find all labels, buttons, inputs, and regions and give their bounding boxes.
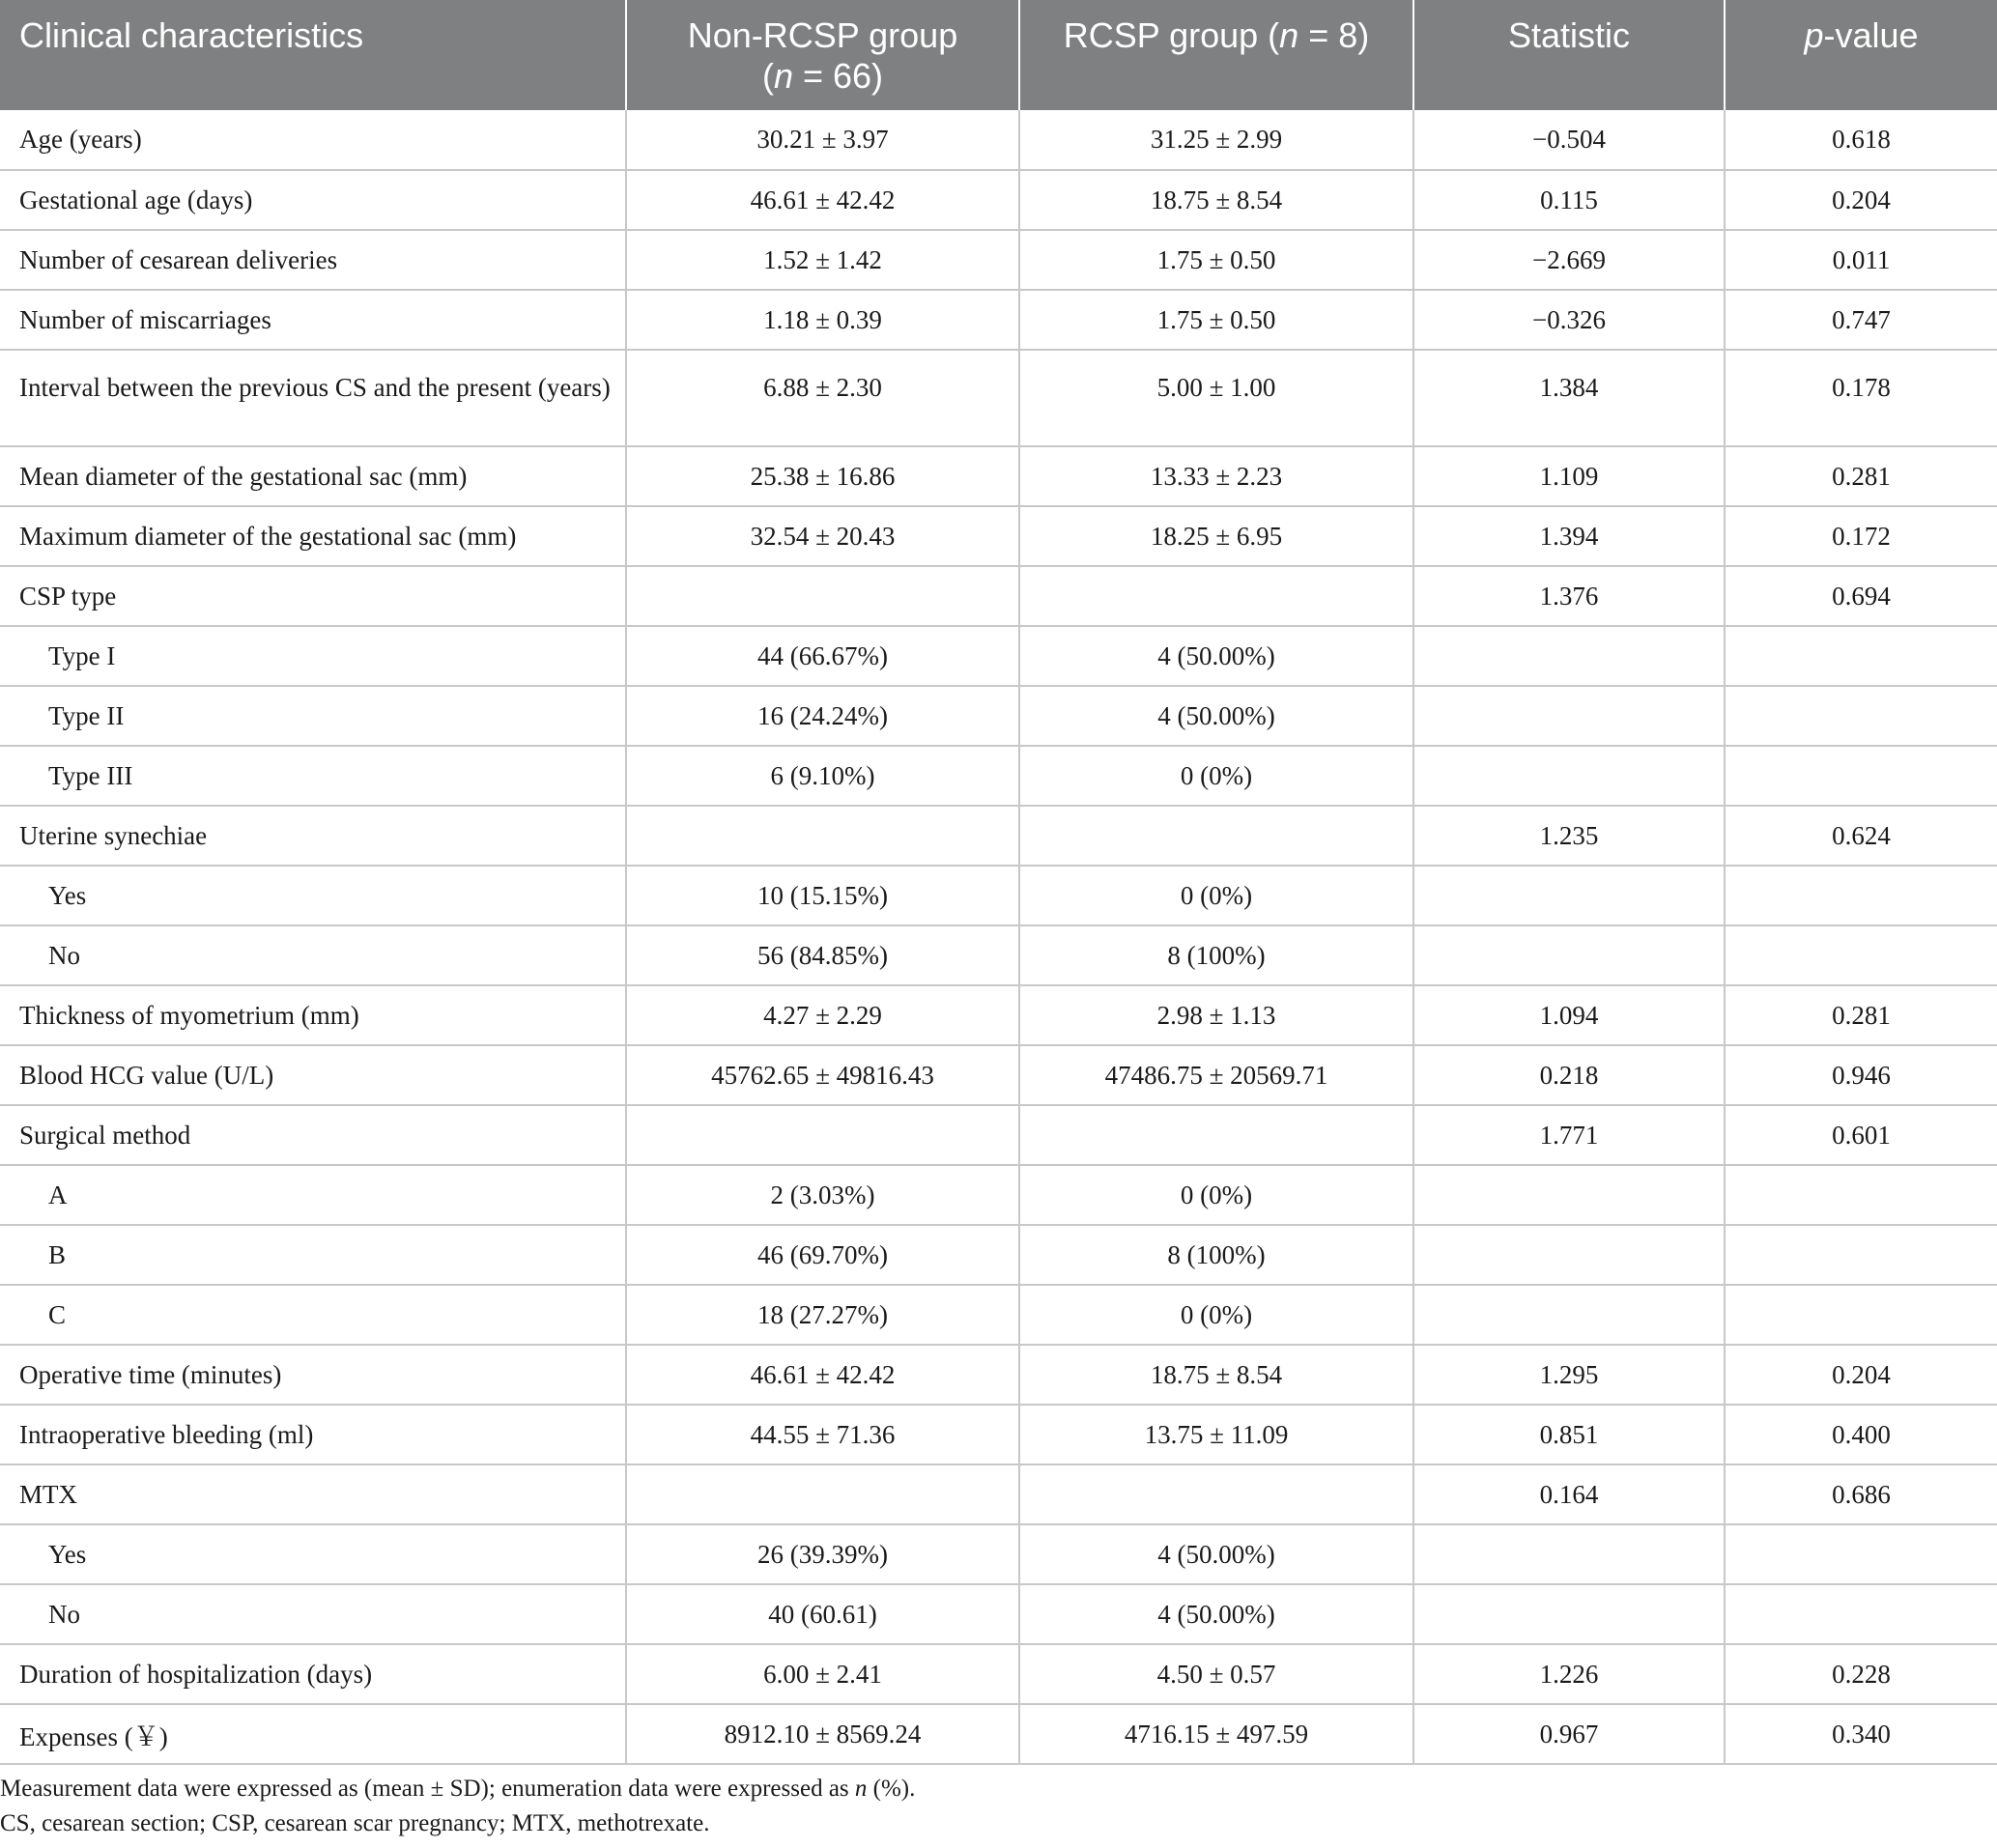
cell-statistic: 1.235 [1413, 806, 1725, 866]
cell-non-rcsp: 32.54 ± 20.43 [626, 506, 1019, 566]
cell-rcsp [1019, 1105, 1413, 1165]
cell-non-rcsp: 1.18 ± 0.39 [626, 290, 1019, 350]
cell-pvalue: 0.694 [1725, 566, 1997, 626]
cell-statistic: −0.326 [1413, 290, 1725, 350]
cell-rcsp [1019, 566, 1413, 626]
cell-statistic [1413, 925, 1725, 985]
cell-non-rcsp: 46 (69.70%) [626, 1225, 1019, 1285]
cell-pvalue [1725, 1165, 1997, 1225]
cell-pvalue [1725, 746, 1997, 806]
cell-rcsp: 1.75 ± 0.50 [1019, 230, 1413, 290]
header-rcsp-pre: RCSP group ( [1063, 15, 1280, 55]
cell-rcsp: 4 (50.00%) [1019, 626, 1413, 686]
cell-rcsp: 31.25 ± 2.99 [1019, 110, 1413, 170]
cell-label: Blood HCG value (U/L) [0, 1045, 626, 1105]
table-body [0, 110, 1997, 1764]
header-rcsp [1019, 0, 1413, 110]
table-row [0, 1464, 1997, 1524]
table-row [0, 506, 1997, 566]
cell-non-rcsp: 44 (66.67%) [626, 626, 1019, 686]
cell-statistic: 1.771 [1413, 1105, 1725, 1165]
table-row [0, 1105, 1997, 1165]
cell-label: Type II [0, 686, 626, 746]
cell-pvalue [1725, 1225, 1997, 1285]
cell-label: Yes [0, 1524, 626, 1584]
cell-pvalue: 0.204 [1725, 1345, 1997, 1405]
table-row [0, 1524, 1997, 1584]
cell-statistic: 1.109 [1413, 446, 1725, 506]
table-row [0, 350, 1997, 446]
header-non-rcsp-open: ( [761, 56, 774, 96]
cell-label: Type III [0, 746, 626, 806]
cell-non-rcsp: 26 (39.39%) [626, 1524, 1019, 1584]
cell-rcsp: 47486.75 ± 20569.71 [1019, 1045, 1413, 1105]
cell-label: Gestational age (days) [0, 170, 626, 230]
cell-non-rcsp: 30.21 ± 3.97 [626, 110, 1019, 170]
cell-label: Maximum diameter of the gestational sac (mm) [0, 506, 626, 566]
cell-pvalue [1725, 686, 1997, 746]
cell-pvalue: 0.172 [1725, 506, 1997, 566]
cell-pvalue: 0.204 [1725, 170, 1997, 230]
table-row [0, 290, 1997, 350]
cell-pvalue [1725, 1584, 1997, 1644]
cell-pvalue: 0.400 [1725, 1405, 1997, 1464]
cell-statistic: 0.218 [1413, 1045, 1725, 1105]
table-row [0, 1045, 1997, 1105]
cell-label: B [0, 1225, 626, 1285]
cell-label: Surgical method [0, 1105, 626, 1165]
cell-statistic: −2.669 [1413, 230, 1725, 290]
cell-statistic: 1.394 [1413, 506, 1725, 566]
cell-rcsp: 0 (0%) [1019, 1285, 1413, 1345]
cell-non-rcsp [626, 566, 1019, 626]
cell-statistic: 0.164 [1413, 1464, 1725, 1524]
cell-non-rcsp: 4.27 ± 2.29 [626, 985, 1019, 1045]
cell-statistic [1413, 1165, 1725, 1225]
cell-label: Expenses (￥) [0, 1704, 626, 1764]
cell-statistic: 1.295 [1413, 1345, 1725, 1405]
table-row [0, 230, 1997, 290]
cell-statistic [1413, 1285, 1725, 1345]
header-non-rcsp-n: n [773, 56, 793, 96]
cell-non-rcsp: 45762.65 ± 49816.43 [626, 1045, 1019, 1105]
cell-label: Duration of hospitalization (days) [0, 1644, 626, 1704]
header-characteristics: Clinical characteristics [0, 0, 626, 110]
cell-pvalue [1725, 626, 1997, 686]
cell-pvalue: 0.747 [1725, 290, 1997, 350]
header-pvalue-p: p [1804, 15, 1824, 55]
cell-pvalue: 0.011 [1725, 230, 1997, 290]
table-row [0, 1225, 1997, 1285]
header-non-rcsp-count: = 66) [792, 56, 884, 96]
cell-statistic [1413, 1584, 1725, 1644]
header-row [0, 0, 1997, 110]
cell-non-rcsp: 6 (9.10%) [626, 746, 1019, 806]
cell-rcsp: 5.00 ± 1.00 [1019, 350, 1413, 446]
cell-label: Yes [0, 866, 626, 925]
footnote-line-1-n: n [854, 1776, 868, 1802]
cell-rcsp: 0 (0%) [1019, 866, 1413, 925]
cell-label: Mean diameter of the gestational sac (mm) [0, 446, 626, 506]
cell-rcsp: 4.50 ± 0.57 [1019, 1644, 1413, 1704]
cell-non-rcsp: 2 (3.03%) [626, 1165, 1019, 1225]
header-non-rcsp [626, 0, 1019, 110]
header-pvalue-rest: -value [1823, 15, 1919, 55]
header-rcsp-n: n [1279, 15, 1299, 55]
cell-label: Interval between the previous CS and the present (years) [0, 350, 626, 446]
cell-rcsp: 2.98 ± 1.13 [1019, 985, 1413, 1045]
table-row [0, 806, 1997, 866]
cell-statistic: 1.226 [1413, 1644, 1725, 1704]
cell-rcsp: 1.75 ± 0.50 [1019, 290, 1413, 350]
cell-pvalue: 0.686 [1725, 1464, 1997, 1524]
cell-non-rcsp: 10 (15.15%) [626, 866, 1019, 925]
cell-label: No [0, 925, 626, 985]
cell-non-rcsp: 16 (24.24%) [626, 686, 1019, 746]
cell-non-rcsp [626, 1105, 1019, 1165]
cell-non-rcsp: 1.52 ± 1.42 [626, 230, 1019, 290]
table-row [0, 1345, 1997, 1405]
footnote-line-1-post: (%). [867, 1776, 916, 1802]
cell-label: Type I [0, 626, 626, 686]
cell-statistic [1413, 686, 1725, 746]
header-pvalue [1725, 0, 1997, 110]
header-rcsp-post: = 8) [1298, 15, 1370, 55]
cell-rcsp: 18.75 ± 8.54 [1019, 1345, 1413, 1405]
cell-statistic: 1.384 [1413, 350, 1725, 446]
cell-label: Intraoperative bleeding (ml) [0, 1405, 626, 1464]
cell-label: MTX [0, 1464, 626, 1524]
cell-label: Number of cesarean deliveries [0, 230, 626, 290]
cell-pvalue: 0.624 [1725, 806, 1997, 866]
cell-rcsp: 18.25 ± 6.95 [1019, 506, 1413, 566]
table-row [0, 446, 1997, 506]
cell-non-rcsp: 25.38 ± 16.86 [626, 446, 1019, 506]
cell-pvalue: 0.178 [1725, 350, 1997, 446]
cell-non-rcsp: 8912.10 ± 8569.24 [626, 1704, 1019, 1764]
header-non-rcsp-line1: Non-RCSP group [687, 15, 958, 55]
footnote-line-2: CS, cesarean section; CSP, cesarean scar pregnancy; MTX, methotrexate. [0, 1810, 710, 1836]
cell-pvalue: 0.281 [1725, 446, 1997, 506]
cell-non-rcsp: 46.61 ± 42.42 [626, 1345, 1019, 1405]
table-row [0, 746, 1997, 806]
cell-statistic: 0.115 [1413, 170, 1725, 230]
cell-statistic: 0.967 [1413, 1704, 1725, 1764]
cell-non-rcsp [626, 806, 1019, 866]
cell-non-rcsp: 40 (60.61) [626, 1584, 1019, 1644]
cell-rcsp: 18.75 ± 8.54 [1019, 170, 1413, 230]
cell-pvalue: 0.601 [1725, 1105, 1997, 1165]
header-statistic: Statistic [1413, 0, 1725, 110]
cell-label: No [0, 1584, 626, 1644]
cell-statistic: 0.851 [1413, 1405, 1725, 1464]
cell-statistic: −0.504 [1413, 110, 1725, 170]
cell-pvalue: 0.340 [1725, 1704, 1997, 1764]
cell-statistic: 1.376 [1413, 566, 1725, 626]
cell-non-rcsp: 6.88 ± 2.30 [626, 350, 1019, 446]
cell-statistic [1413, 1225, 1725, 1285]
cell-rcsp: 0 (0%) [1019, 1165, 1413, 1225]
table-row [0, 985, 1997, 1045]
table-row [0, 1285, 1997, 1345]
cell-pvalue: 0.618 [1725, 110, 1997, 170]
cell-non-rcsp: 46.61 ± 42.42 [626, 170, 1019, 230]
cell-rcsp: 13.33 ± 2.23 [1019, 446, 1413, 506]
cell-rcsp: 13.75 ± 11.09 [1019, 1405, 1413, 1464]
table-header [0, 0, 1997, 110]
cell-label: Thickness of myometrium (mm) [0, 985, 626, 1045]
cell-non-rcsp: 18 (27.27%) [626, 1285, 1019, 1345]
cell-rcsp: 8 (100%) [1019, 925, 1413, 985]
cell-label: Age (years) [0, 110, 626, 170]
cell-statistic: 1.094 [1413, 985, 1725, 1045]
cell-non-rcsp [626, 1464, 1019, 1524]
cell-rcsp: 4 (50.00%) [1019, 686, 1413, 746]
table-row [0, 1704, 1997, 1764]
table-row [0, 626, 1997, 686]
cell-label: Uterine synechiae [0, 806, 626, 866]
cell-non-rcsp: 44.55 ± 71.36 [626, 1405, 1019, 1464]
footnote-line-1-pre: Measurement data were expressed as (mean ± SD); enumeration data were expressed as [0, 1776, 855, 1802]
table-row [0, 170, 1997, 230]
cell-non-rcsp: 56 (84.85%) [626, 925, 1019, 985]
cell-pvalue: 0.281 [1725, 985, 1997, 1045]
table-row [0, 866, 1997, 925]
cell-rcsp: 4 (50.00%) [1019, 1584, 1413, 1644]
table-row [0, 566, 1997, 626]
cell-rcsp: 4716.15 ± 497.59 [1019, 1704, 1413, 1764]
cell-rcsp [1019, 1464, 1413, 1524]
table-footnotes [0, 1772, 915, 1841]
cell-label: Operative time (minutes) [0, 1345, 626, 1405]
cell-statistic [1413, 746, 1725, 806]
cell-label: A [0, 1165, 626, 1225]
cell-statistic [1413, 866, 1725, 925]
cell-pvalue: 0.228 [1725, 1644, 1997, 1704]
cell-pvalue [1725, 1285, 1997, 1345]
cell-label: CSP type [0, 566, 626, 626]
cell-pvalue [1725, 1524, 1997, 1584]
table-row [0, 1584, 1997, 1644]
cell-label: C [0, 1285, 626, 1345]
cell-rcsp: 4 (50.00%) [1019, 1524, 1413, 1584]
table-row [0, 686, 1997, 746]
cell-pvalue: 0.946 [1725, 1045, 1997, 1105]
cell-statistic [1413, 1524, 1725, 1584]
table-row [0, 1644, 1997, 1704]
cell-rcsp: 0 (0%) [1019, 746, 1413, 806]
table-row [0, 1405, 1997, 1464]
cell-label: Number of miscarriages [0, 290, 626, 350]
footnote-line-1 [0, 1772, 915, 1806]
cell-rcsp [1019, 806, 1413, 866]
cell-statistic [1413, 626, 1725, 686]
cell-pvalue [1725, 866, 1997, 925]
table-row [0, 925, 1997, 985]
cell-rcsp: 8 (100%) [1019, 1225, 1413, 1285]
table-row [0, 1165, 1997, 1225]
cell-pvalue [1725, 925, 1997, 985]
table-row [0, 110, 1997, 170]
cell-non-rcsp: 6.00 ± 2.41 [626, 1644, 1019, 1704]
